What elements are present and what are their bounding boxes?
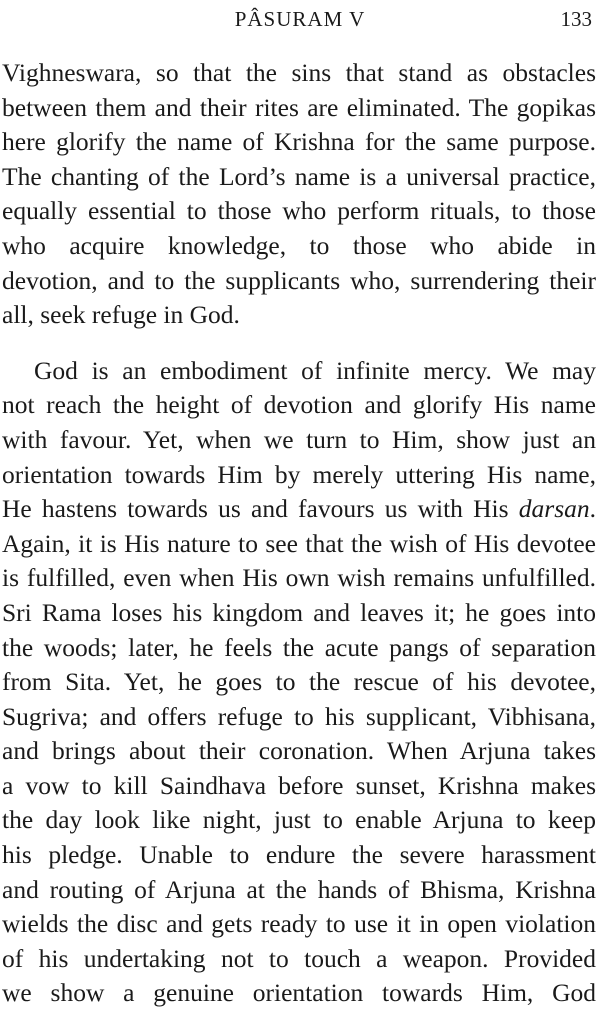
text-line: his pledge. Unable to endure the severe harassment <box>2 840 596 870</box>
text-line: not reach the height of devotion and glorify His name <box>2 390 596 420</box>
text-span: He hastens towards us and favours us with His <box>2 494 519 524</box>
paragraph-1 <box>0 56 600 333</box>
running-title: PÂSURAM V <box>234 7 366 31</box>
text-line: Sri Rama loses his kingdom and leaves it; he goes into <box>2 597 596 627</box>
text-line: God is an embodiment of infinite mercy. We may <box>34 355 596 385</box>
text-line: who acquire knowledge, to those who abide in <box>2 230 596 260</box>
text-line: Sugriva; and offers refuge to his supplicant, Vibhisana, <box>2 701 596 731</box>
text-line: Vighneswara, so that the sins that stand as obstacles <box>2 58 596 87</box>
text-line: The chanting of the Lord’s name is a universal practice, <box>2 161 596 191</box>
text-line: with favour. Yet, when we turn to Him, show just an <box>2 424 596 454</box>
text-line: from Sita. Yet, he goes to the rescue of his devotee, <box>2 667 596 697</box>
text-span: . <box>589 494 596 524</box>
text-line: and brings about their coronation. When Arjuna takes <box>2 736 596 766</box>
paragraph-2 <box>0 354 600 1011</box>
text-line: of his undertaking not to touch a weapon. Provided <box>2 943 596 973</box>
text-line: all, seek refuge in God. <box>2 300 240 330</box>
text-line-with-italic <box>0 492 600 527</box>
text-line: here glorify the name of Krishna for the same purpose. <box>2 127 596 157</box>
text-line: a vow to kill Saindhava before sunset, Krishna makes <box>2 770 596 800</box>
text-line: Again, it is His nature to see that the wish of His devotee <box>2 528 596 558</box>
text-line: the woods; later, he feels the acute pangs of separation <box>2 632 596 662</box>
italic-term: darsan <box>518 494 590 524</box>
body-text <box>0 56 600 1011</box>
text-line: we show a genuine orientation towards Him, God <box>2 978 596 1008</box>
text-line: between them and their rites are eliminated. The gopikas <box>2 92 596 122</box>
text-line: and routing of Arjuna at the hands of Bhisma, Krishna <box>2 874 596 904</box>
text-line: orientation towards Him by merely uttering His name, <box>2 459 596 489</box>
text-line: devotion, and to the supplicants who, surrendering their <box>2 265 596 295</box>
page-number: 133 <box>560 7 592 31</box>
text-line: the day look like night, just to enable Arjuna to keep <box>2 805 596 835</box>
text-line: wields the disc and gets ready to use it in open violation <box>2 909 596 939</box>
paragraph-gap <box>0 333 600 354</box>
page-header <box>0 4 600 34</box>
text-line: is fulfilled, even when His own wish remains unfulfilled. <box>2 563 596 593</box>
text-line: equally essential to those who perform rituals, to those <box>2 196 596 226</box>
